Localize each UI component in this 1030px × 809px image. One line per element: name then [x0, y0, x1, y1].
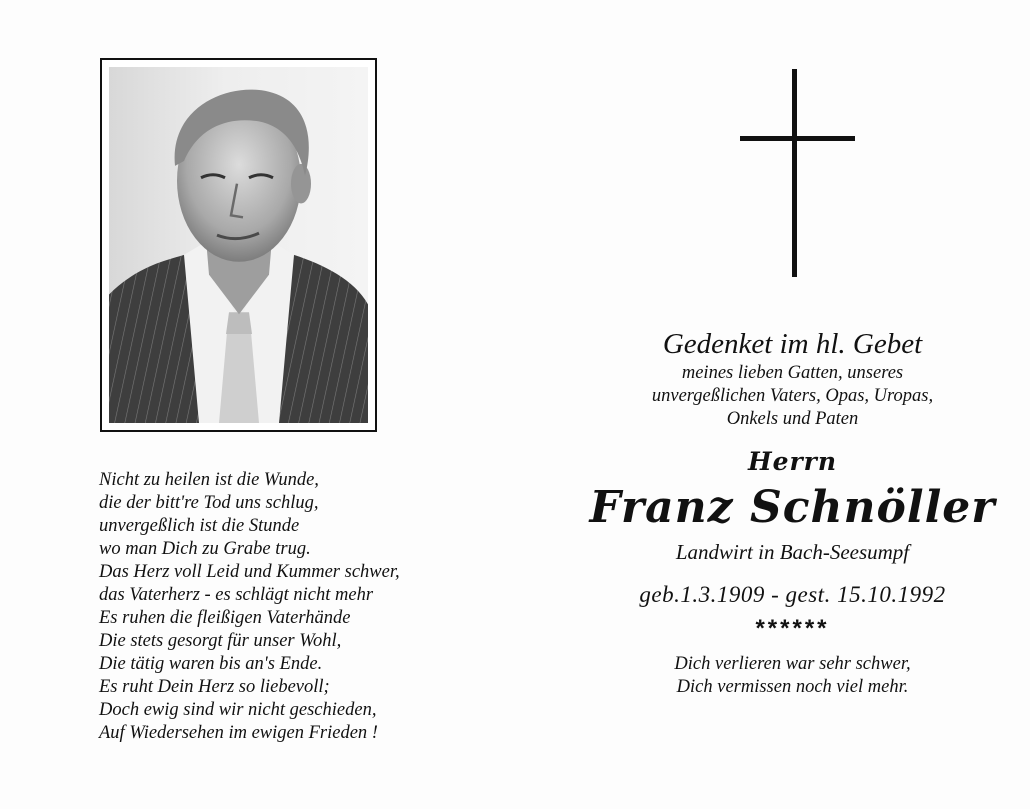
dedication-text — [585, 362, 1000, 431]
dedication-line: meines lieben Gatten, unseres — [681, 363, 904, 383]
poem-line: Es ruhen die fleißigen Vaterhände — [99, 608, 351, 628]
deceased-name: Franz Schnöller — [589, 482, 996, 533]
poem-line: Auf Wiedersehen im ewigen Frieden ! — [99, 723, 378, 743]
memorial-poem — [99, 469, 400, 745]
poem-line: Das Herz voll Leid und Kummer schwer, — [99, 562, 400, 582]
poem-line: die der bitt're Tod uns schlug, — [99, 493, 319, 513]
poem-line: das Vaterherz - es schlägt nicht mehr — [99, 585, 374, 605]
dedication-line: Onkels und Paten — [726, 409, 859, 429]
portrait-illustration — [109, 67, 368, 423]
cross-icon — [740, 69, 855, 277]
memorial-heading: Gedenket im hl. Gebet — [662, 328, 923, 360]
life-dates: geb.1.3.1909 - gest. 15.10.1992 — [639, 582, 946, 607]
poem-line: Die tätig waren bis an's Ende. — [99, 654, 323, 674]
occupation: Landwirt in Bach-Seesumpf — [675, 540, 910, 564]
portrait-frame — [100, 58, 377, 432]
closing-verse — [585, 653, 1000, 699]
poem-line: unvergeßlich ist die Stunde — [99, 516, 300, 536]
memorial-text — [585, 326, 1000, 699]
dedication-line: unvergeßlichen Vaters, Opas, Uropas, — [651, 386, 934, 406]
poem-line: wo man Dich zu Grabe trug. — [99, 539, 311, 559]
poem-line: Nicht zu heilen ist die Wunde, — [99, 470, 319, 490]
poem-line: Die stets gesorgt für unser Wohl, — [99, 631, 342, 651]
honorific: Herrn — [747, 447, 838, 476]
poem-line: Es ruht Dein Herz so liebevoll; — [99, 677, 330, 697]
closing-line: Dich verlieren war sehr schwer, — [674, 654, 911, 674]
poem-line: Doch ewig sind wir nicht geschieden, — [99, 700, 377, 720]
portrait-photo — [109, 67, 368, 423]
star-divider: ****** — [755, 615, 830, 642]
closing-line: Dich vermissen noch viel mehr. — [676, 677, 909, 697]
